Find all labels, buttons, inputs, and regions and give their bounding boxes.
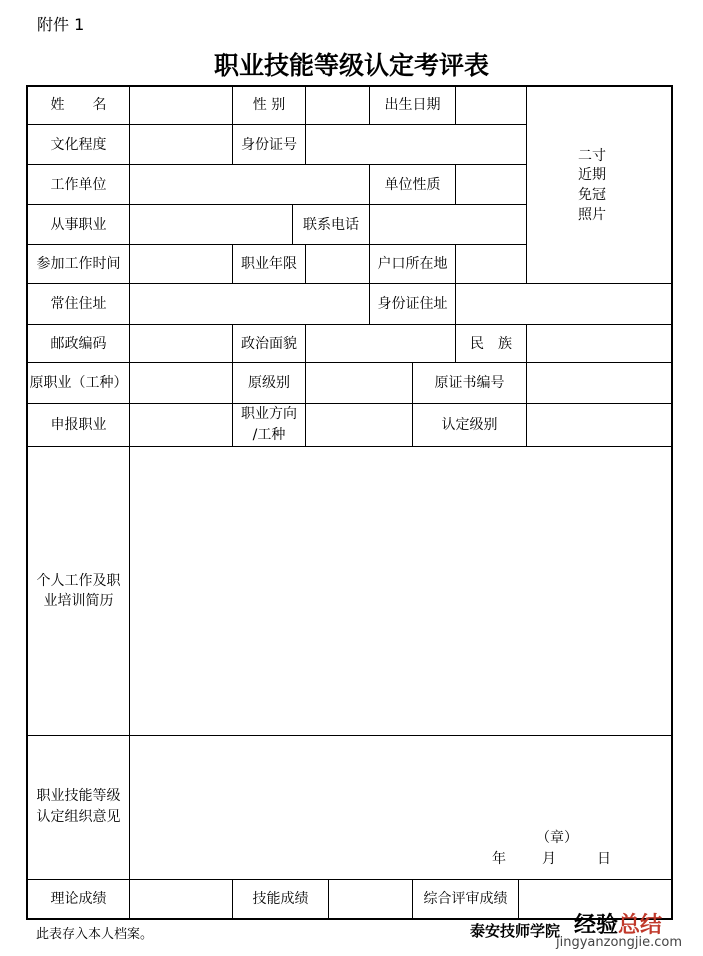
opinion-label: 认定组织意见: [36, 809, 121, 825]
opinion-label: 职业技能等级: [36, 788, 121, 804]
id-address-label: 身份证住址: [377, 296, 448, 312]
work-years-label: 职业年限: [241, 256, 297, 272]
birth-date-label: 出生日期: [384, 97, 441, 113]
photo-text-line: 近期: [578, 167, 606, 183]
theory-score-label: 理论成绩: [50, 891, 107, 907]
occupation-label: 从事职业: [50, 217, 107, 233]
political-label: 政治面貌: [241, 336, 297, 352]
name-label: 姓 名: [50, 97, 107, 113]
gender-label: 性 别: [252, 97, 286, 113]
attachment-label: 附件 1: [37, 15, 85, 34]
education-label: 文化程度: [50, 137, 107, 153]
postcode-label: 邮政编码: [50, 336, 107, 352]
photo-text-line: 免冠: [578, 187, 606, 203]
hukou-label: 户口所在地: [377, 256, 448, 272]
apply-job-label: 申报职业: [50, 417, 107, 433]
school-name: 泰安技师学院: [470, 922, 561, 940]
address-label: 常住住址: [50, 296, 107, 312]
job-direction-label: 职业方向: [241, 406, 297, 422]
month-label: 月: [542, 851, 556, 867]
unit-nature-label: 单位性质: [384, 177, 441, 193]
original-cert-label: 原证书编号: [434, 375, 505, 391]
watermark-text: 经验: [574, 912, 619, 938]
watermark-url: jingyanzongjie.com: [556, 935, 683, 950]
photo-text-line: 照片: [578, 207, 606, 223]
phone-label: 联系电话: [303, 217, 359, 233]
seal-label: （章）: [536, 830, 578, 846]
original-level-label: 原级别: [248, 375, 290, 391]
skill-score-label: 技能成绩: [252, 891, 309, 907]
ethnicity-label: 民 族: [470, 336, 512, 352]
form-title: 职业技能等级认定考评表: [213, 51, 489, 80]
day-label: 日: [597, 851, 611, 867]
cert-level-label: 认定级别: [441, 417, 498, 433]
resume-label: 业培训简历: [43, 593, 114, 609]
original-job-label: 原职业（工种）: [29, 375, 128, 391]
id-number-label: 身份证号: [241, 137, 297, 153]
resume-label: 个人工作及职: [36, 573, 121, 589]
work-start-label: 参加工作时间: [36, 256, 121, 272]
footer-note: 此表存入本人档案。: [36, 927, 154, 942]
year-label: 年: [492, 851, 506, 867]
watermark-text: 总结: [618, 912, 663, 938]
photo-text-line: 二寸: [578, 148, 606, 164]
job-direction-label: /工种: [252, 427, 286, 443]
work-unit-label: 工作单位: [50, 177, 107, 193]
overall-score-label: 综合评审成绩: [423, 891, 508, 907]
